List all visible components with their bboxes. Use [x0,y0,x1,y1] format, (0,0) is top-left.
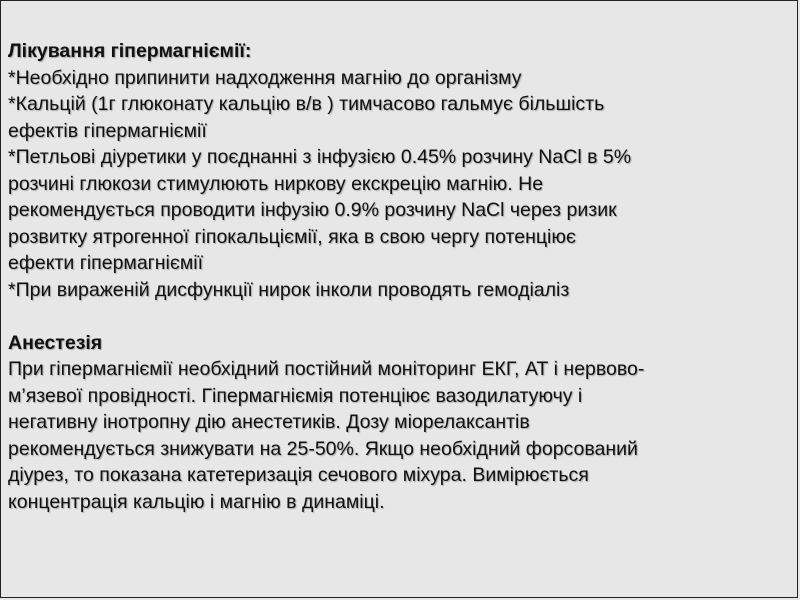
section-title-anesthesia: Анестезія [8,331,103,354]
text-line: При гіпермагніємії необхідний постійний моніторинг ЕКГ, АТ і нервово- [8,358,645,380]
text-line: концентрація кальцію і магнію в динаміці. [8,490,385,513]
section-spacer [8,303,793,330]
text-line: негативну інотропну дію анестетиків. Дозу міорелаксантів [8,411,530,433]
text-line: *Кальцій (1г глюконату кальцію в/в ) тимчасово гальмує більшість [8,93,605,115]
text-line: *Петльові діуретики у поєднанні з інфузією 0.45% розчину NaCl в 5% [8,146,632,168]
text-line: розчині глюкози стимулюють ниркову екскрецію магнію. Не [8,172,544,195]
text-line: м’язевої провідності. Гіпермагніємія потенціює вазодилатуючу і [8,384,583,407]
slide-content [8,38,793,515]
text-line: *Необхідно припинити надходження магнію до організму [8,66,522,89]
section-title-treatment: Лікування гіпермагніємії: [8,40,252,62]
text-line: рекомендується знижувати на 25-50%. Якщо необхідний форсований [8,437,638,460]
text-line: ефектів гіпермагніємії [8,119,207,142]
text-line: рекомендується проводити інфузію 0.9% розчину NaCl через ризик [8,199,617,221]
text-line: діурез, то показана катетеризація сечового міхура. Вимірюється [8,464,589,486]
text-line: ефекти гіпермагніємії [8,252,203,274]
text-line: розвитку ятрогенної гіпокальціємії, яка в свою чергу потенціює [8,225,576,248]
text-line: *При вираженій дисфункції нирок інколи проводять гемодіаліз [8,278,570,301]
